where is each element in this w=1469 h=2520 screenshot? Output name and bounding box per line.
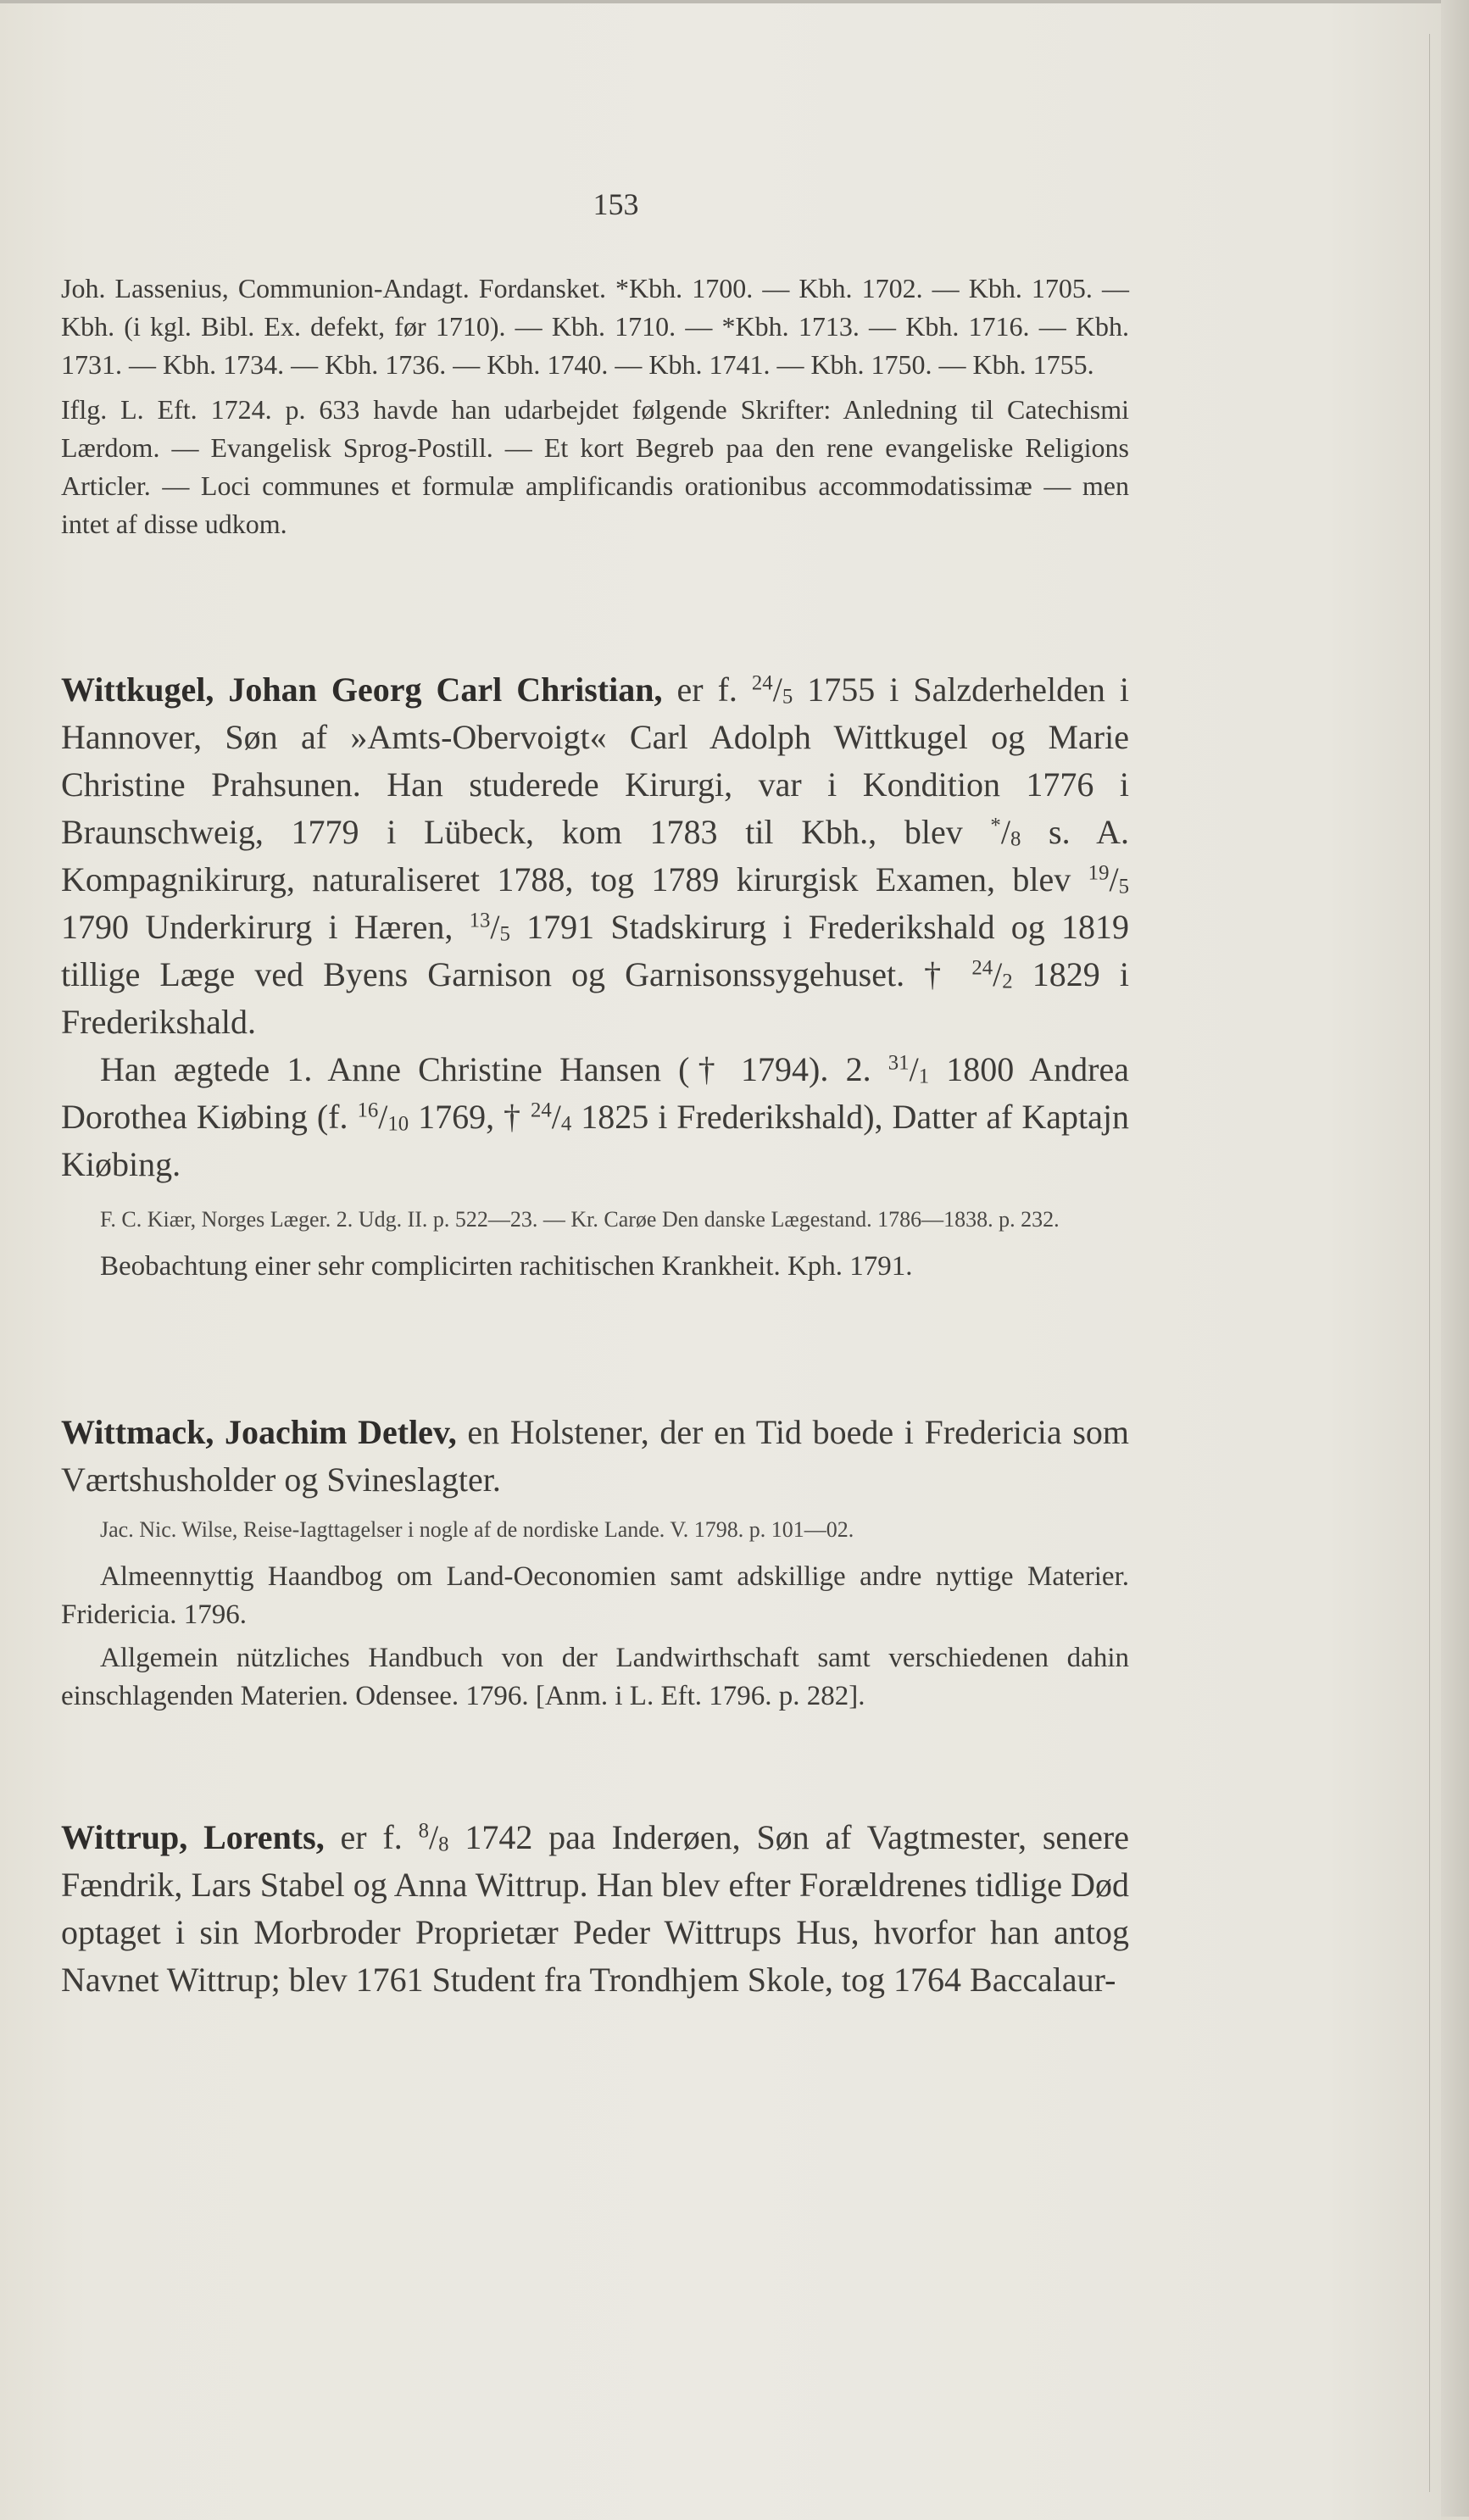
wittkugel-marriage: Han ægtede 1. Anne Christine Hansen († 1794). 2. $^{31}/_1$ 1800 Andrea Dorothea Kiøbing (f. $^{16}/_{10}$ 1769, † $^{24}/_4$ 1825 i Frederikshald), Datter af Kaptajn Kiøbing.	[61, 1050, 1130, 1183]
wittmack-reference: Jac. Nic. Wilse, Reise-Iagttagelser i nogle af de nordiske Lande. V. 1798. p. 101—02.	[100, 1517, 854, 1542]
lassenius-section	[61, 270, 1129, 543]
page-fold-line	[1429, 34, 1430, 2492]
lassenius-editions: Joh. Lassenius, Communion-Andagt. Fordansket. *Kbh. 1700. — Kbh. 1702. — Kbh. 1705. — Kbh. (i kgl. Bibl. Ex. defekt, før 1710). — Kbh. 1710. — *Kbh. 1713. — Kbh. 1716. — Kbh. 1731. — Kbh. 1734. — Kbh. 1736. — Kbh. 1740. — Kbh. 1741. — Kbh. 1750. — Kbh. 1755.	[61, 273, 1129, 380]
wittrup-headword: Wittrup, Lorents,	[61, 1818, 325, 1856]
page-edge-shadow	[1441, 0, 1469, 2517]
lassenius-writings: Iflg. L. Eft. 1724. p. 633 havde han udarbejdet følgende Skrifter: Anledning til Catechismi Lærdom. — Evangelisk Sprog-Postill. — Et kort Begreb paa den rene evangeliske Religions Articler. — Loci communes et formulæ amplificandis orationibus accommodatissimæ — men intet af disse udkom.	[61, 394, 1129, 539]
wittmack-headword: Wittmack, Joachim Detlev,	[61, 1413, 457, 1451]
wittrup-entry	[61, 1814, 1129, 2004]
wittmack-work-2: Allgemein nützliches Handbuch von der Landwirthschaft samt verschiedenen dahin einschlagenden Materien. Odensee. 1796. [Anm. i L. Eft. 1796. p. 282].	[61, 1643, 1129, 1711]
wittkugel-reference: F. C. Kiær, Norges Læger. 2. Udg. II. p. 522—23. — Kr. Carøe Den danske Lægestand. 1786—1838. p. 232.	[100, 1207, 1060, 1232]
page-number: 153	[593, 187, 639, 221]
wittkugel-entry	[61, 666, 1129, 1286]
wittmack-biography: Wittmack, Joachim Detlev, en Holstener, der en Tid boede i Fredericia som Værtshusholder og Svineslagter.	[61, 1413, 1130, 1499]
wittmack-entry	[61, 1409, 1129, 1716]
wittrup-biography: Wittrup, Lorents, er f. $^8/_8$ 1742 paa Inderøen, Søn af Vagtmester, senere Fændrik, Lars Stabel og Anna Wittrup. Han blev efter Forældrenes tidlige Død optaget i sin Morbroder Proprietær Peder Wittrups Hus, hvorfor han antog Navnet Wittrup; blev 1761 Student fra Trondhjem Skole, tog 1764 Baccalaur-	[61, 1818, 1129, 1999]
wittkugel-biography: Wittkugel, Johan Georg Carl Christian, er f. $^{24}/_5$ 1755 i Salzderhelden i Hannover, Søn af »Amts-Obervoigt« Carl Adolph Wittkugel og Marie Christine Prahsunen. Han studerede Kirurgi, var i Kondition 1776 i Braunschweig, 1779 i Lübeck, kom 1783 til Kbh., blev $^*/_8$ s. A. Kompagnikirurg, naturaliseret 1788, tog 1789 kirurgisk Examen, blev $^{19}/_5$ 1790 Underkirurg i Hæren, $^{13}/_5$ 1791 Stadskirurg i Frederikshald og 1819 tillige Læge ved Byens Garnison og Garnisonssygehuset. † $^{24}/_2$ 1829 i Frederikshald.	[61, 670, 1129, 1041]
wittkugel-headword: Wittkugel, Johan Georg Carl Christian,	[61, 670, 663, 709]
wittmack-work-1: Almeennyttig Haandbog om Land-Oeconomien samt adskillige andre nyttige Materier. Fridericia. 1796.	[61, 1561, 1129, 1630]
wittkugel-work: Beobachtung einer sehr complicirten rachitischen Krankheit. Kph. 1791.	[100, 1251, 913, 1282]
